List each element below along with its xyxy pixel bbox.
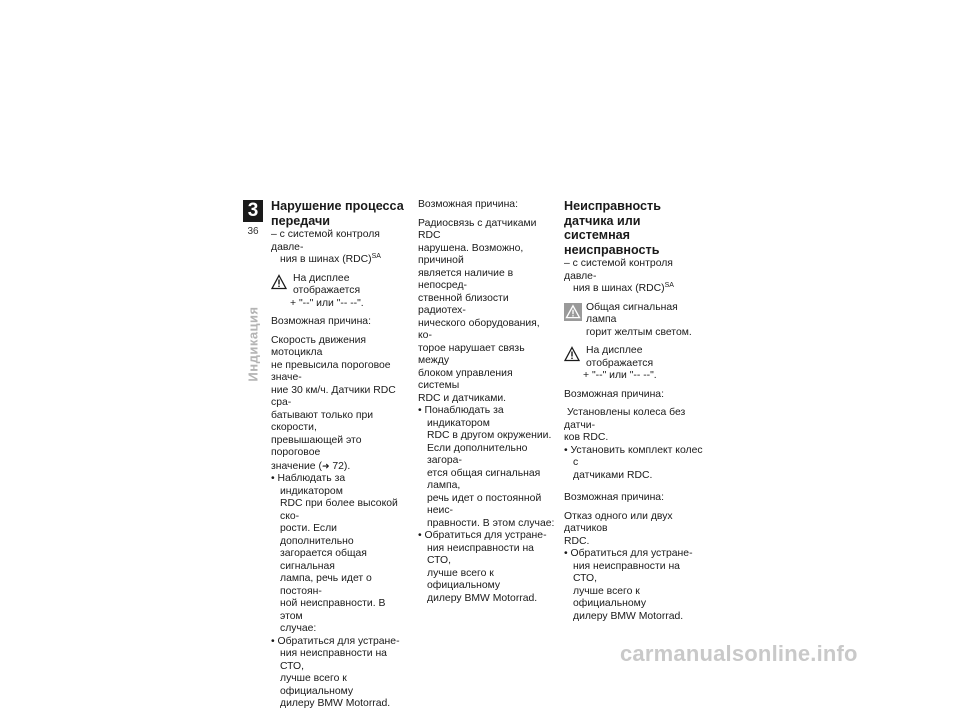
condition-text: – с системой контроля давле- ния в шинах (RDC)$^{SA}$ (271, 229, 381, 265)
section-title-transmission: Нарушение процесса передачи (271, 199, 404, 228)
warning-triangle-icon (564, 346, 580, 362)
page-number: 36 (247, 226, 259, 237)
cause-label: Возможная причина: (564, 388, 664, 400)
list-item: • Понаблюдать за индикатором RDC в другом окружении. Если дополнительно загора- ется общая сигнальная лампа, речь идет о постоянной неис- правности. В этом случае: (418, 405, 555, 529)
list-item: • Наблюдать за индикатором RDC при более высокой ско- рости. Если дополнительно загорается общая сигнальная лампа, речь идет о постоян- ной неисправности. В этом случае: (271, 473, 398, 634)
watermark: carmanualsonline.info (620, 641, 858, 666)
general-warning-lamp-icon (564, 303, 582, 321)
warning-block: На дисплее отображается + "--" или "-- --". (271, 273, 409, 311)
cause-text: Установлены колеса без датчи- ков RDC. (564, 407, 686, 443)
section-label: Индикация (245, 306, 261, 382)
condition-text: – с системой контроля давле- ния в шинах (RDC)$^{SA}$ (564, 258, 674, 294)
warning-triangle-icon (271, 274, 287, 290)
column-3 (564, 199, 704, 623)
section-title-sensor-fault: Неисправность датчика или системная неисправность (564, 199, 661, 257)
cause-text: Радиосвязь с датчиками RDC нарушена. Возможно, причиной является наличие в непосред- ственной близости радиотех- нического оборудования, ко- торое нарушает связь между блоком управления системы RDC и датчиками. (418, 217, 540, 404)
page-reference-link[interactable]: 72). (332, 460, 351, 472)
column-1 (271, 199, 409, 711)
cause-text: Отказ одного или двух датчиков RDC. (564, 510, 673, 547)
chapter-tab: 3 (243, 200, 263, 222)
cause-text: Скорость движения мотоцикла не превысила пороговое значе- ние 30 км/ч. Датчики RDC сра- батывают только при скорости, превышающей это пороговое значение (➜ 72). (271, 334, 396, 472)
warning-lamp-block: Общая сигнальная лампа горит желтым светом. (564, 302, 704, 340)
cause-label: Возможная причина: (418, 199, 518, 210)
column-2 (418, 199, 556, 605)
arrow-right-icon: ➜ (321, 460, 330, 471)
list-item: • Обратиться для устране- ния неисправности на СТО, лучше всего к официальному дилеру BMW Motorrad. (564, 548, 693, 622)
list-item: • Обратиться для устране- ния неисправности на СТО, лучше всего к официальному дилеру BMW Motorrad. (418, 530, 547, 604)
cause-label: Возможная причина: (271, 316, 371, 327)
cause-label: Возможная причина: (564, 492, 664, 503)
list-item: • Обратиться для устране- ния неисправности на СТО, лучше всего к официальному дилеру BMW Motorrad. (271, 635, 400, 709)
list-item: • Установить комплект колес с датчиками RDC. (564, 444, 703, 481)
warning-block: На дисплее отображается + "--" или "-- --". (564, 345, 704, 383)
